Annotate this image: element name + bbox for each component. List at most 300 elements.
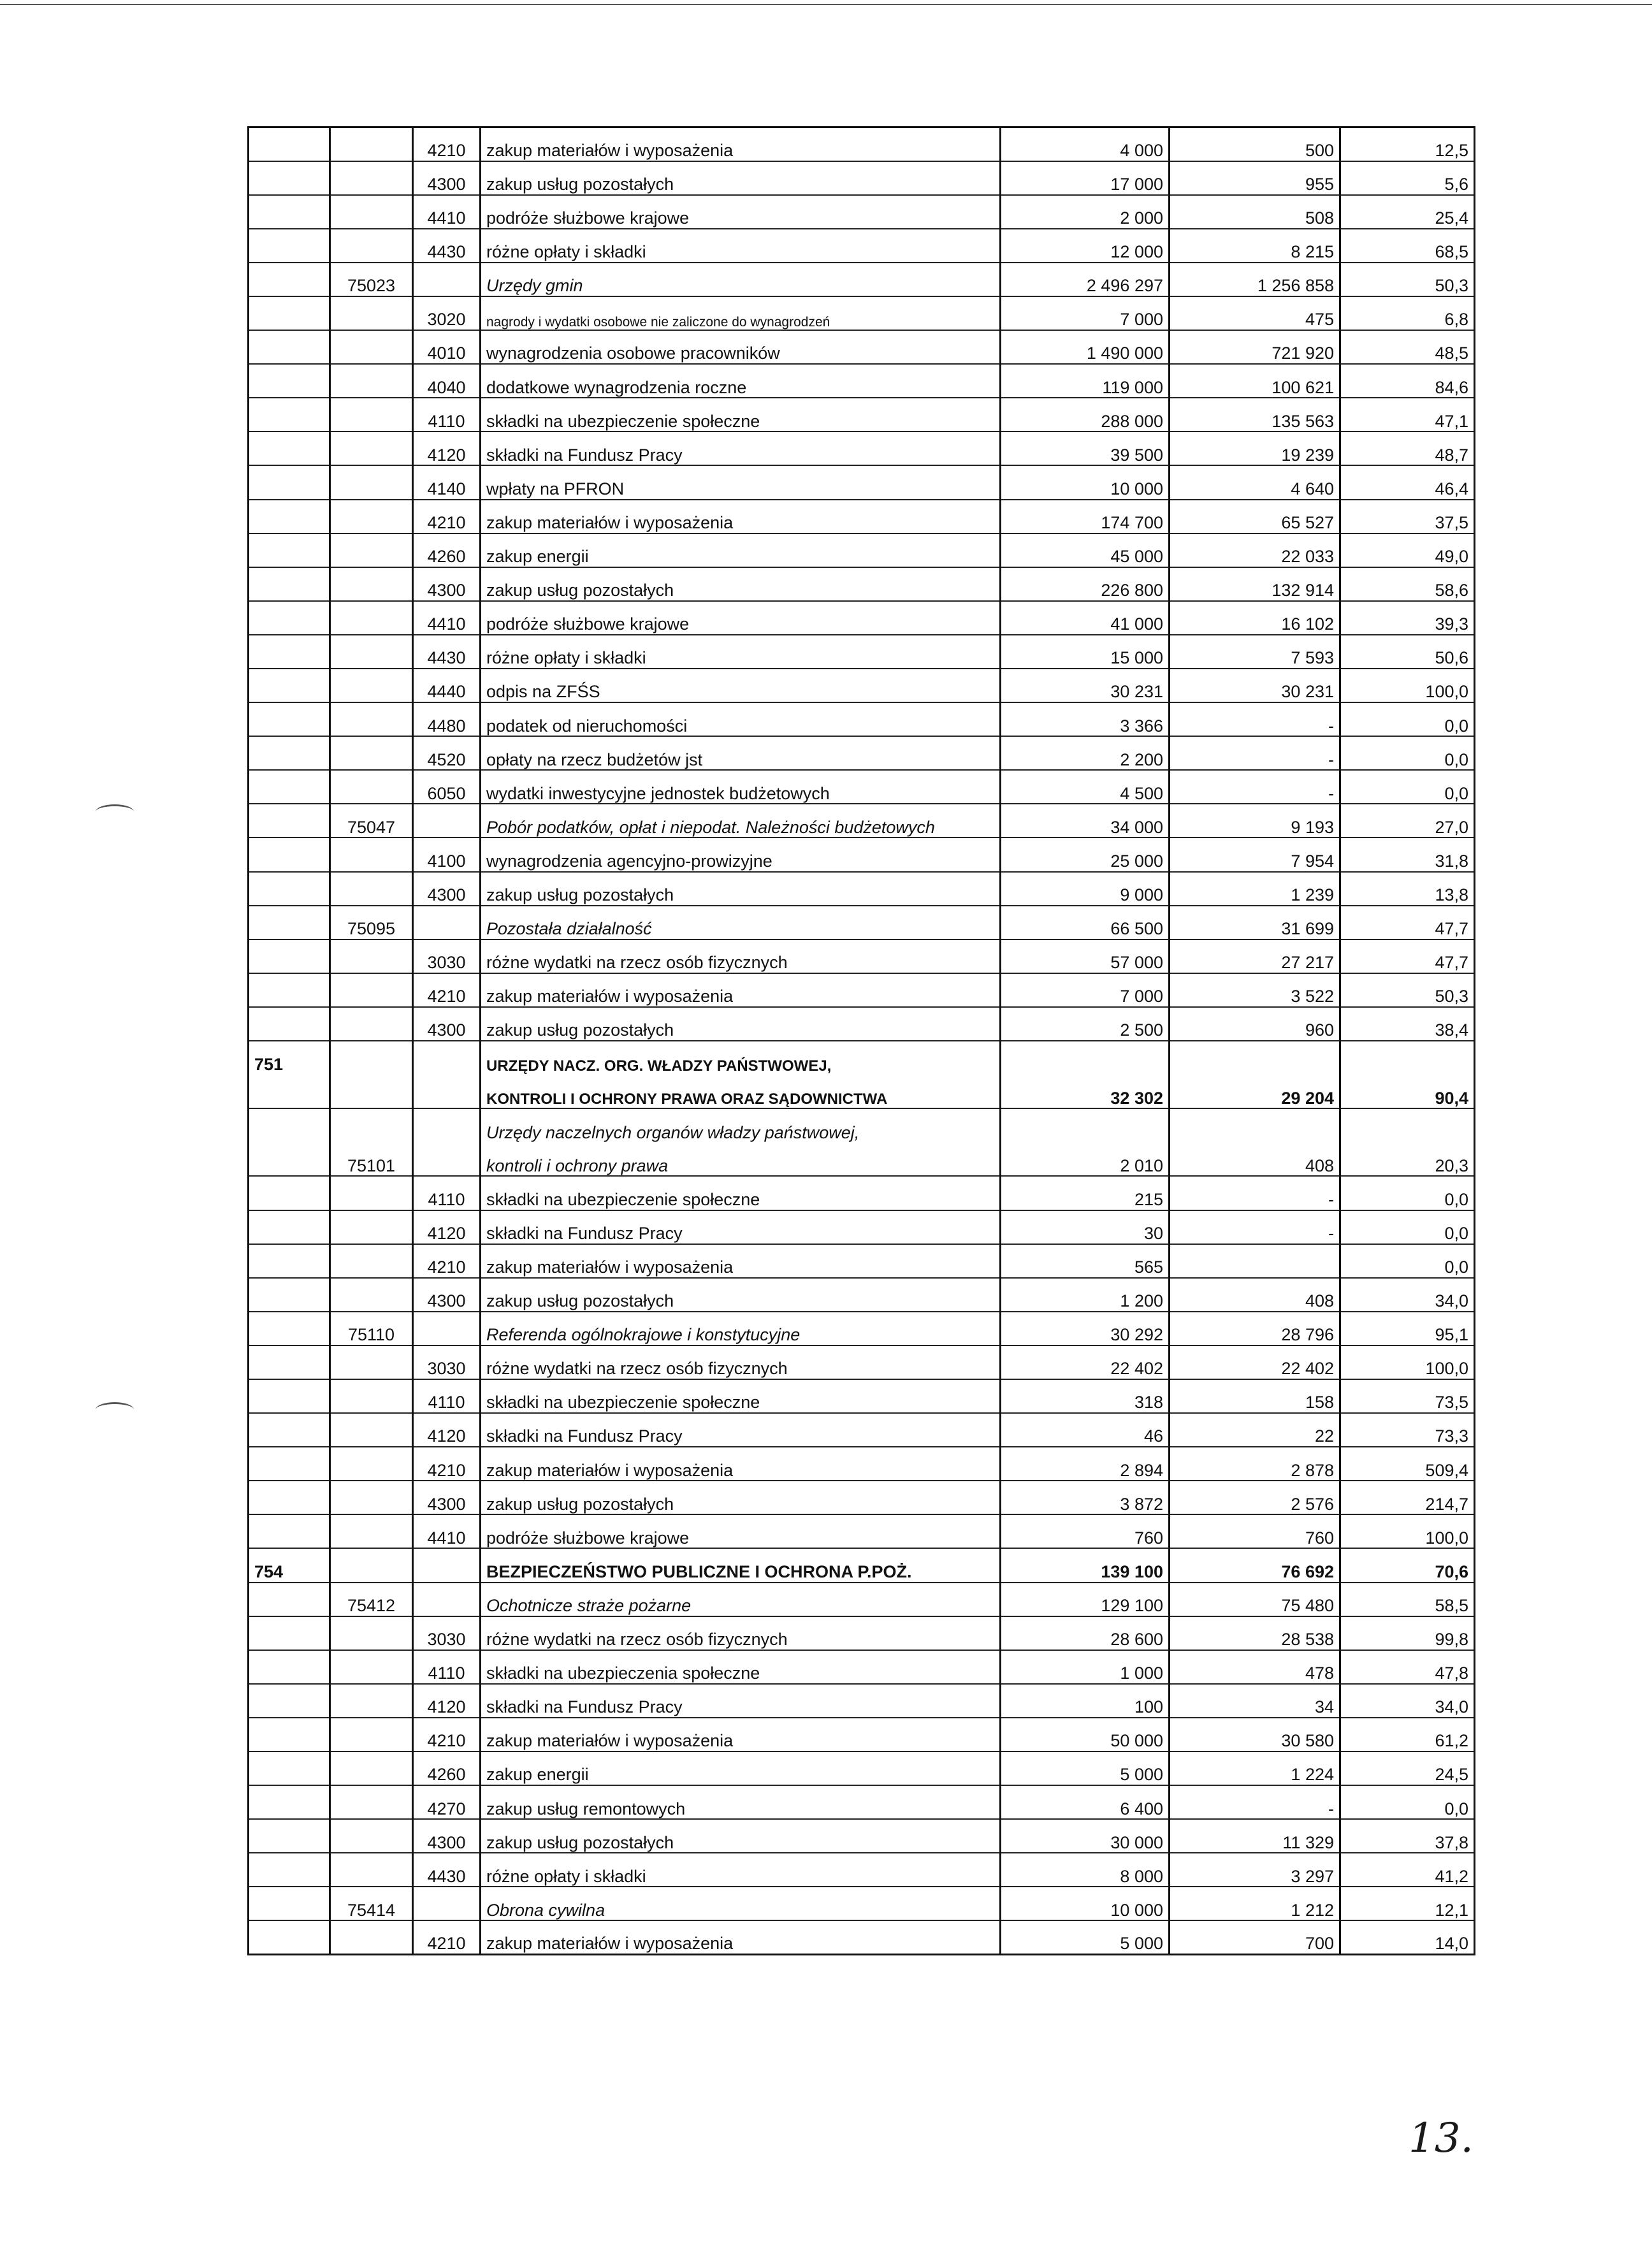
- dzial-cell: [249, 1481, 330, 1514]
- execution-cell: 65 527: [1170, 500, 1340, 533]
- dzial-cell: [249, 533, 330, 567]
- percent-cell: 50,3: [1340, 263, 1475, 296]
- rozdzial-cell: [330, 736, 413, 770]
- description-cell: zakup usług pozostałych: [481, 1278, 1001, 1312]
- dzial-cell: [249, 973, 330, 1007]
- percent-cell: 0,0: [1340, 1210, 1475, 1244]
- execution-cell: 1 256 858: [1170, 263, 1340, 296]
- execution-cell: 22 402: [1170, 1345, 1340, 1379]
- plan-cell: 45 000: [1001, 533, 1170, 567]
- percent-cell: 6,8: [1340, 296, 1475, 330]
- description-cell: Ochotnicze straże pożarne: [481, 1583, 1001, 1616]
- paragraf-cell: 4210: [413, 1447, 481, 1481]
- paragraf-cell: 3030: [413, 939, 481, 973]
- description-cell: wynagrodzenia agencyjno-prowizyjne: [481, 837, 1001, 871]
- dzial-cell: [249, 872, 330, 906]
- percent-cell: 73,5: [1340, 1379, 1475, 1413]
- plan-cell: 50 000: [1001, 1718, 1170, 1751]
- percent-cell: 50,3: [1340, 973, 1475, 1007]
- table-row: [249, 973, 1475, 1007]
- plan-cell: 129 100: [1001, 1583, 1170, 1616]
- paragraf-cell: [413, 804, 481, 837]
- dzial-cell: [249, 1142, 330, 1176]
- description-cell: różne wydatki na rzecz osób fizycznych: [481, 1345, 1001, 1379]
- plan-cell: 15 000: [1001, 635, 1170, 669]
- execution-cell: 22 033: [1170, 533, 1340, 567]
- paragraf-cell: 3020: [413, 296, 481, 330]
- description-cell: składki na ubezpieczenie społeczne: [481, 1176, 1001, 1210]
- execution-cell: 700: [1170, 1920, 1340, 1954]
- execution-cell: 508: [1170, 195, 1340, 229]
- table-row: [249, 398, 1475, 431]
- percent-cell: 0,0: [1340, 770, 1475, 804]
- table-row: [249, 364, 1475, 398]
- plan-cell: 30: [1001, 1210, 1170, 1244]
- paragraf-cell: 4210: [413, 973, 481, 1007]
- paragraf-cell: 4110: [413, 398, 481, 431]
- execution-cell: 28 796: [1170, 1312, 1340, 1345]
- percent-cell: 5,6: [1340, 161, 1475, 195]
- rozdzial-cell: [330, 1920, 413, 1954]
- table-row: [249, 1583, 1475, 1616]
- plan-cell: 174 700: [1001, 500, 1170, 533]
- description-cell: wynagrodzenia osobowe pracowników: [481, 330, 1001, 364]
- percent-cell: 12,1: [1340, 1887, 1475, 1920]
- paragraf-cell: 4040: [413, 364, 481, 398]
- percent-cell: 47,1: [1340, 398, 1475, 431]
- plan-cell: 565: [1001, 1244, 1170, 1278]
- plan-cell: 100: [1001, 1684, 1170, 1718]
- percent-cell: 99,8: [1340, 1616, 1475, 1650]
- dzial-cell: [249, 1583, 330, 1616]
- rozdzial-cell: [330, 1007, 413, 1041]
- percent-cell: 12,5: [1340, 127, 1475, 161]
- dzial-cell: [249, 195, 330, 229]
- paragraf-cell: [413, 1108, 481, 1142]
- dzial-cell: [249, 837, 330, 871]
- table-row: [249, 1278, 1475, 1312]
- description-cell: dodatkowe wynagrodzenia roczne: [481, 364, 1001, 398]
- paragraf-cell: 4300: [413, 161, 481, 195]
- rozdzial-cell: [330, 296, 413, 330]
- rozdzial-cell: [330, 1413, 413, 1447]
- percent-cell: 0,0: [1340, 1785, 1475, 1819]
- rozdzial-cell: [330, 229, 413, 263]
- percent-cell: 50,6: [1340, 635, 1475, 669]
- description-cell: Pozostała działalność: [481, 906, 1001, 939]
- description-cell: zakup usług pozostałych: [481, 1481, 1001, 1514]
- paragraf-cell: 4010: [413, 330, 481, 364]
- description-cell: składki na Fundusz Pracy: [481, 1413, 1001, 1447]
- dzial-cell: [249, 431, 330, 465]
- description-cell: zakup materiałów i wyposażenia: [481, 973, 1001, 1007]
- description-cell: składki na ubezpieczenia społeczne: [481, 1650, 1001, 1684]
- table-row: [249, 669, 1475, 702]
- plan-cell: 7 000: [1001, 296, 1170, 330]
- rozdzial-cell: [330, 195, 413, 229]
- dzial-cell: [249, 567, 330, 601]
- table-row: [249, 1887, 1475, 1920]
- rozdzial-cell: 75047: [330, 804, 413, 837]
- paragraf-cell: 3030: [413, 1616, 481, 1650]
- rozdzial-cell: [330, 973, 413, 1007]
- rozdzial-cell: [330, 872, 413, 906]
- execution-cell: -: [1170, 1176, 1340, 1210]
- dzial-cell: [249, 1108, 330, 1142]
- execution-cell: 960: [1170, 1007, 1340, 1041]
- percent-cell: 37,8: [1340, 1819, 1475, 1853]
- percent-cell: 214,7: [1340, 1481, 1475, 1514]
- rozdzial-cell: [330, 1447, 413, 1481]
- plan-cell: 1 000: [1001, 1650, 1170, 1684]
- description-cell: zakup materiałów i wyposażenia: [481, 1447, 1001, 1481]
- plan-cell: 3 872: [1001, 1481, 1170, 1514]
- description-cell: zakup usług pozostałych: [481, 872, 1001, 906]
- execution-cell: [1170, 1108, 1340, 1142]
- description-cell: różne wydatki na rzecz osób fizycznych: [481, 939, 1001, 973]
- percent-cell: 38,4: [1340, 1007, 1475, 1041]
- rozdzial-cell: [330, 465, 413, 499]
- table-row: [249, 567, 1475, 601]
- plan-cell: 2 000: [1001, 195, 1170, 229]
- execution-cell: 158: [1170, 1379, 1340, 1413]
- table-row: [249, 1345, 1475, 1379]
- execution-cell: 22: [1170, 1413, 1340, 1447]
- execution-cell: 500: [1170, 127, 1340, 161]
- execution-cell: -: [1170, 1210, 1340, 1244]
- dzial-cell: [249, 263, 330, 296]
- plan-cell: 8 000: [1001, 1853, 1170, 1887]
- table-row: [249, 1447, 1475, 1481]
- table-row: [249, 1514, 1475, 1548]
- paragraf-cell: 4300: [413, 1481, 481, 1514]
- execution-cell: 3 297: [1170, 1853, 1340, 1887]
- percent-cell: 58,5: [1340, 1583, 1475, 1616]
- dzial-cell: 751: [249, 1041, 330, 1075]
- paragraf-cell: 4270: [413, 1785, 481, 1819]
- plan-cell: 2 200: [1001, 736, 1170, 770]
- paragraf-cell: [413, 1041, 481, 1075]
- percent-cell: 48,5: [1340, 330, 1475, 364]
- plan-cell: 4 000: [1001, 127, 1170, 161]
- paragraf-cell: 4410: [413, 195, 481, 229]
- plan-cell: 5 000: [1001, 1751, 1170, 1785]
- paragraf-cell: 4210: [413, 500, 481, 533]
- paragraf-cell: [413, 263, 481, 296]
- paragraf-cell: 4520: [413, 736, 481, 770]
- plan-cell: 28 600: [1001, 1616, 1170, 1650]
- dzial-cell: [249, 1819, 330, 1853]
- execution-cell: 7 593: [1170, 635, 1340, 669]
- table-row: [249, 770, 1475, 804]
- rozdzial-cell: [330, 1210, 413, 1244]
- paragraf-cell: 6050: [413, 770, 481, 804]
- execution-cell: [1170, 1041, 1340, 1075]
- table-row: [249, 296, 1475, 330]
- plan-cell: 41 000: [1001, 601, 1170, 635]
- percent-cell: 58,6: [1340, 567, 1475, 601]
- description-cell: Urzędy naczelnych organów władzy państwowej,: [481, 1108, 1001, 1142]
- table-row: [249, 1210, 1475, 1244]
- rozdzial-cell: 75110: [330, 1312, 413, 1345]
- dzial-cell: [249, 1751, 330, 1785]
- execution-cell: 19 239: [1170, 431, 1340, 465]
- rozdzial-cell: [330, 1278, 413, 1312]
- table-row: [249, 1108, 1475, 1142]
- plan-cell: 66 500: [1001, 906, 1170, 939]
- execution-cell: 27 217: [1170, 939, 1340, 973]
- description-cell: nagrody i wydatki osobowe nie zaliczone do wynagrodzeń: [481, 296, 1001, 330]
- rozdzial-cell: [330, 1853, 413, 1887]
- table-body: [249, 127, 1475, 1955]
- execution-cell: 34: [1170, 1684, 1340, 1718]
- percent-cell: 27,0: [1340, 804, 1475, 837]
- execution-cell: 408: [1170, 1142, 1340, 1176]
- paragraf-cell: 4430: [413, 635, 481, 669]
- rozdzial-cell: [330, 500, 413, 533]
- plan-cell: 10 000: [1001, 465, 1170, 499]
- dzial-cell: 754: [249, 1548, 330, 1582]
- table-row: [249, 330, 1475, 364]
- rozdzial-cell: [330, 1244, 413, 1278]
- execution-cell: -: [1170, 1785, 1340, 1819]
- execution-cell: 1 239: [1170, 872, 1340, 906]
- dzial-cell: [249, 229, 330, 263]
- execution-cell: -: [1170, 770, 1340, 804]
- dzial-cell: [249, 601, 330, 635]
- plan-cell: 10 000: [1001, 1887, 1170, 1920]
- table-row: [249, 263, 1475, 296]
- description-cell: zakup materiałów i wyposażenia: [481, 1244, 1001, 1278]
- plan-cell: 7 000: [1001, 973, 1170, 1007]
- paragraf-cell: [413, 1583, 481, 1616]
- plan-cell: 139 100: [1001, 1548, 1170, 1582]
- plan-cell: 119 000: [1001, 364, 1170, 398]
- execution-cell: 760: [1170, 1514, 1340, 1548]
- paragraf-cell: 4300: [413, 1278, 481, 1312]
- page-number: 13.: [1409, 2115, 1474, 2162]
- percent-cell: 90,4: [1340, 1075, 1475, 1108]
- budget-expenditure-table: [247, 126, 1475, 1955]
- percent-cell: 41,2: [1340, 1853, 1475, 1887]
- execution-cell: 29 204: [1170, 1075, 1340, 1108]
- dzial-cell: [249, 1853, 330, 1887]
- execution-cell: 721 920: [1170, 330, 1340, 364]
- paragraf-cell: 4300: [413, 567, 481, 601]
- description-cell: zakup materiałów i wyposażenia: [481, 127, 1001, 161]
- execution-cell: [1170, 1244, 1340, 1278]
- dzial-cell: [249, 804, 330, 837]
- plan-cell: 4 500: [1001, 770, 1170, 804]
- paragraf-cell: 4110: [413, 1650, 481, 1684]
- rozdzial-cell: [330, 770, 413, 804]
- paragraf-cell: 4300: [413, 1007, 481, 1041]
- rozdzial-cell: [330, 939, 413, 973]
- dzial-cell: [249, 906, 330, 939]
- rozdzial-cell: [330, 431, 413, 465]
- percent-cell: 70,6: [1340, 1548, 1475, 1582]
- execution-cell: 955: [1170, 161, 1340, 195]
- percent-cell: 24,5: [1340, 1751, 1475, 1785]
- dzial-cell: [249, 1447, 330, 1481]
- description-cell: wpłaty na PFRON: [481, 465, 1001, 499]
- rozdzial-cell: [330, 127, 413, 161]
- table-row: [249, 1718, 1475, 1751]
- description-cell: zakup usług remontowych: [481, 1785, 1001, 1819]
- paragraf-cell: [413, 1548, 481, 1582]
- plan-cell: 39 500: [1001, 431, 1170, 465]
- rozdzial-cell: [330, 1684, 413, 1718]
- rozdzial-cell: [330, 567, 413, 601]
- table-row: [249, 533, 1475, 567]
- percent-cell: 47,7: [1340, 906, 1475, 939]
- execution-cell: 8 215: [1170, 229, 1340, 263]
- plan-cell: 30 292: [1001, 1312, 1170, 1345]
- execution-cell: 2 878: [1170, 1447, 1340, 1481]
- dzial-cell: [249, 1684, 330, 1718]
- paragraf-cell: [413, 906, 481, 939]
- table-row: [249, 1413, 1475, 1447]
- description-cell: Referenda ogólnokrajowe i konstytucyjne: [481, 1312, 1001, 1345]
- percent-cell: [1340, 1108, 1475, 1142]
- percent-cell: 100,0: [1340, 1514, 1475, 1548]
- table-row: [249, 431, 1475, 465]
- percent-cell: 39,3: [1340, 601, 1475, 635]
- description-cell: różne opłaty i składki: [481, 1853, 1001, 1887]
- percent-cell: 0,0: [1340, 1244, 1475, 1278]
- dzial-cell: [249, 1210, 330, 1244]
- rozdzial-cell: [330, 1481, 413, 1514]
- execution-cell: 7 954: [1170, 837, 1340, 871]
- description-cell: składki na ubezpieczenie społeczne: [481, 1379, 1001, 1413]
- percent-cell: 47,8: [1340, 1650, 1475, 1684]
- table-row: [249, 1041, 1475, 1075]
- dzial-cell: [249, 1920, 330, 1954]
- dzial-cell: [249, 1075, 330, 1108]
- table-row: [249, 1481, 1475, 1514]
- plan-cell: 1 490 000: [1001, 330, 1170, 364]
- execution-cell: 16 102: [1170, 601, 1340, 635]
- paragraf-cell: 4110: [413, 1176, 481, 1210]
- plan-cell: 2 894: [1001, 1447, 1170, 1481]
- percent-cell: [1340, 1041, 1475, 1075]
- dzial-cell: [249, 500, 330, 533]
- table-row: [249, 161, 1475, 195]
- table-row: [249, 465, 1475, 499]
- paragraf-cell: 4260: [413, 533, 481, 567]
- plan-cell: 46: [1001, 1413, 1170, 1447]
- execution-cell: 132 914: [1170, 567, 1340, 601]
- rozdzial-cell: [330, 330, 413, 364]
- rozdzial-cell: [330, 1650, 413, 1684]
- execution-cell: 478: [1170, 1650, 1340, 1684]
- percent-cell: 31,8: [1340, 837, 1475, 871]
- rozdzial-cell: [330, 1176, 413, 1210]
- table-row: [249, 1616, 1475, 1650]
- percent-cell: 0,0: [1340, 1176, 1475, 1210]
- margin-hole-mark: [96, 804, 134, 819]
- dzial-cell: [249, 1278, 330, 1312]
- percent-cell: 14,0: [1340, 1920, 1475, 1954]
- execution-cell: 1 224: [1170, 1751, 1340, 1785]
- dzial-cell: [249, 1345, 330, 1379]
- plan-cell: 2 010: [1001, 1142, 1170, 1176]
- execution-cell: 100 621: [1170, 364, 1340, 398]
- execution-cell: 11 329: [1170, 1819, 1340, 1853]
- percent-cell: 95,1: [1340, 1312, 1475, 1345]
- rozdzial-cell: 75101: [330, 1142, 413, 1176]
- paragraf-cell: 4120: [413, 1210, 481, 1244]
- execution-cell: 76 692: [1170, 1548, 1340, 1582]
- rozdzial-cell: 75412: [330, 1583, 413, 1616]
- table-row: [249, 1379, 1475, 1413]
- table-row: [249, 195, 1475, 229]
- execution-cell: 1 212: [1170, 1887, 1340, 1920]
- percent-cell: 34,0: [1340, 1278, 1475, 1312]
- paragraf-cell: 4210: [413, 1718, 481, 1751]
- paragraf-cell: 3030: [413, 1345, 481, 1379]
- rozdzial-cell: [330, 1819, 413, 1853]
- table-row: [249, 500, 1475, 533]
- table-row: [249, 1142, 1475, 1176]
- plan-cell: 30 231: [1001, 669, 1170, 702]
- table-row: [249, 1244, 1475, 1278]
- table-row: [249, 736, 1475, 770]
- percent-cell: 0,0: [1340, 702, 1475, 736]
- execution-cell: 475: [1170, 296, 1340, 330]
- rozdzial-cell: 75414: [330, 1887, 413, 1920]
- paragraf-cell: 4300: [413, 872, 481, 906]
- percent-cell: 13,8: [1340, 872, 1475, 906]
- table-row: [249, 601, 1475, 635]
- dzial-cell: [249, 635, 330, 669]
- paragraf-cell: 4210: [413, 1920, 481, 1954]
- table-row: [249, 127, 1475, 161]
- plan-cell: 25 000: [1001, 837, 1170, 871]
- dzial-cell: [249, 1514, 330, 1548]
- paragraf-cell: 4480: [413, 702, 481, 736]
- execution-cell: 75 480: [1170, 1583, 1340, 1616]
- percent-cell: 20,3: [1340, 1142, 1475, 1176]
- table-row: [249, 1853, 1475, 1887]
- description-cell: zakup energii: [481, 1751, 1001, 1785]
- description-cell: różne opłaty i składki: [481, 229, 1001, 263]
- paragraf-cell: 4100: [413, 837, 481, 871]
- description-cell: kontroli i ochrony prawa: [481, 1142, 1001, 1176]
- plan-cell: 318: [1001, 1379, 1170, 1413]
- table-row: [249, 1751, 1475, 1785]
- table-row: [249, 1785, 1475, 1819]
- description-cell: podróże służbowe krajowe: [481, 1514, 1001, 1548]
- rozdzial-cell: [330, 1345, 413, 1379]
- plan-cell: 760: [1001, 1514, 1170, 1548]
- description-cell: opłaty na rzecz budżetów jst: [481, 736, 1001, 770]
- dzial-cell: [249, 939, 330, 973]
- execution-cell: 9 193: [1170, 804, 1340, 837]
- dzial-cell: [249, 296, 330, 330]
- plan-cell: 32 302: [1001, 1075, 1170, 1108]
- table-row: [249, 939, 1475, 973]
- description-cell: podróże służbowe krajowe: [481, 601, 1001, 635]
- percent-cell: 34,0: [1340, 1684, 1475, 1718]
- percent-cell: 100,0: [1340, 1345, 1475, 1379]
- rozdzial-cell: [330, 161, 413, 195]
- plan-cell: 30 000: [1001, 1819, 1170, 1853]
- description-cell: składki na Fundusz Pracy: [481, 1684, 1001, 1718]
- plan-cell: 6 400: [1001, 1785, 1170, 1819]
- description-cell: zakup usług pozostałych: [481, 567, 1001, 601]
- table-row: [249, 1650, 1475, 1684]
